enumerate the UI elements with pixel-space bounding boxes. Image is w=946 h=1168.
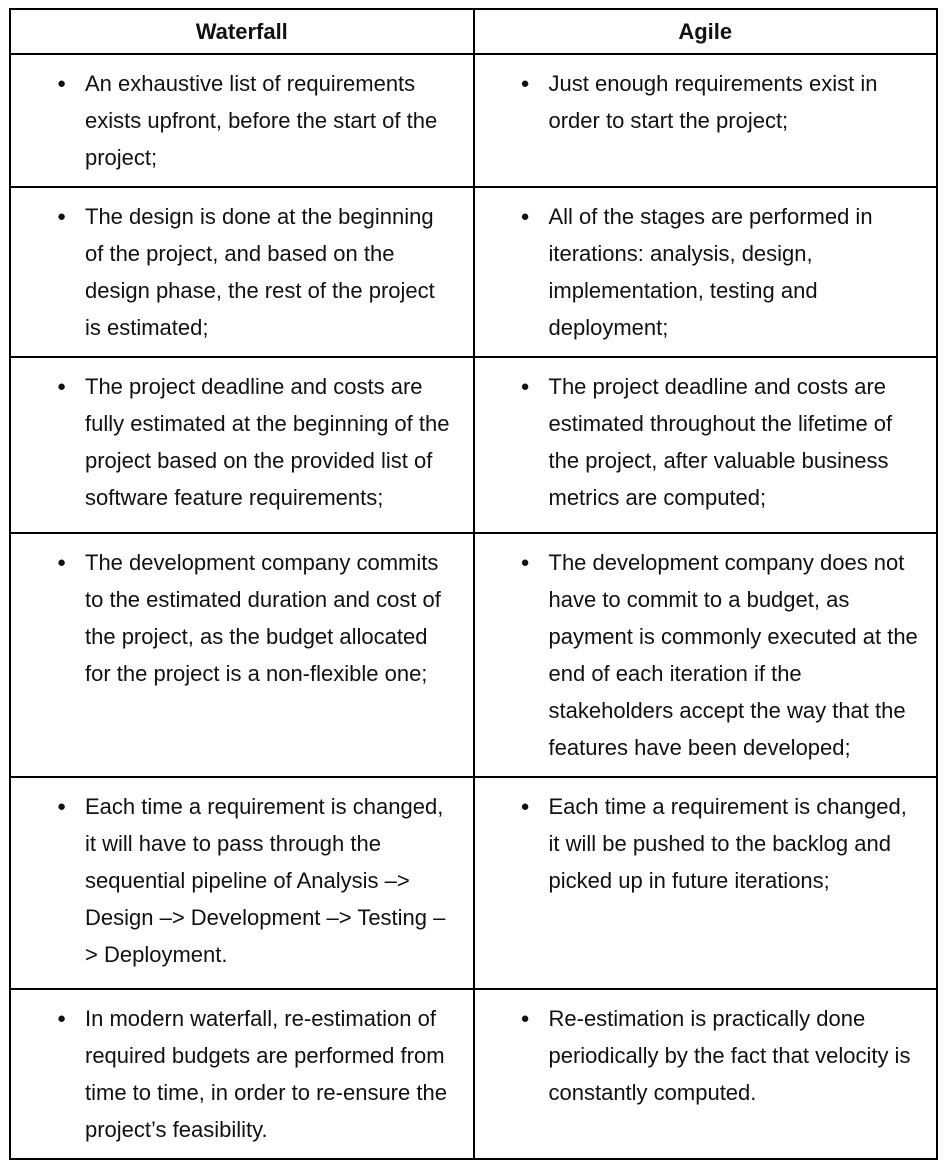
agile-cell <box>474 54 938 187</box>
cell-text: The project deadline and costs are estimated throughout the lifetime of the project, after valuable business metrics are computed; <box>548 374 893 510</box>
agile-cell <box>474 533 938 777</box>
waterfall-cell <box>10 777 474 989</box>
waterfall-cell <box>10 533 474 777</box>
waterfall-vs-agile-table <box>9 8 938 1160</box>
agile-cell <box>474 187 938 357</box>
bullet-icon: ● <box>57 208 67 225</box>
bullet-icon: ● <box>520 208 530 225</box>
cell-text: The development company commits to the estimated duration and cost of the project, as the budget allocated for the project is a non-flexible one; <box>85 550 441 686</box>
cell-text: Each time a requirement is changed, it will be pushed to the backlog and picked up in future iterations; <box>548 794 907 893</box>
table-row <box>10 54 937 187</box>
cell-text: The design is done at the beginning of the project, and based on the design phase, the rest of the project is estimated; <box>85 204 435 340</box>
bullet-icon: ● <box>520 75 530 92</box>
cell-text: An exhaustive list of requirements exists upfront, before the start of the project; <box>85 71 438 170</box>
table-row <box>10 357 937 533</box>
bullet-icon: ● <box>57 554 67 571</box>
column-header-agile: Agile <box>474 9 938 54</box>
cell-text: Just enough requirements exist in order to start the project; <box>548 71 878 133</box>
agile-cell <box>474 357 938 533</box>
bullet-icon: ● <box>57 378 67 395</box>
bullet-icon: ● <box>520 554 530 571</box>
table-row <box>10 533 937 777</box>
column-header-waterfall: Waterfall <box>10 9 474 54</box>
cell-text: Re-estimation is practically done periodically by the fact that velocity is constantly computed. <box>548 1006 911 1105</box>
agile-cell <box>474 989 938 1159</box>
table-row <box>10 187 937 357</box>
waterfall-cell <box>10 187 474 357</box>
agile-cell <box>474 777 938 989</box>
bullet-icon: ● <box>520 1010 530 1027</box>
table-header-row <box>10 9 937 54</box>
bullet-icon: ● <box>57 1010 67 1027</box>
waterfall-cell <box>10 989 474 1159</box>
cell-text: All of the stages are performed in iterations: analysis, design, implementation, testing and deployment; <box>548 204 873 340</box>
bullet-icon: ● <box>57 75 67 92</box>
cell-text: The development company does not have to commit to a budget, as payment is commonly executed at the end of each iteration if the stakeholders accept the way that the features have been developed; <box>548 550 918 760</box>
cell-text: In modern waterfall, re-estimation of required budgets are performed from time to time, in order to re-ensure the project’s feasibility. <box>85 1006 447 1142</box>
cell-text: The project deadline and costs are fully estimated at the beginning of the project based on the provided list of software feature requirements; <box>85 374 450 510</box>
bullet-icon: ● <box>520 378 530 395</box>
waterfall-cell <box>10 54 474 187</box>
table-row <box>10 989 937 1159</box>
bullet-icon: ● <box>520 798 530 815</box>
table-row <box>10 777 937 989</box>
cell-text: Each time a requirement is changed, it will have to pass through the sequential pipeline of Analysis –> Design –> Development –> Testing –> Deployment. <box>85 794 446 967</box>
bullet-icon: ● <box>57 798 67 815</box>
waterfall-cell <box>10 357 474 533</box>
